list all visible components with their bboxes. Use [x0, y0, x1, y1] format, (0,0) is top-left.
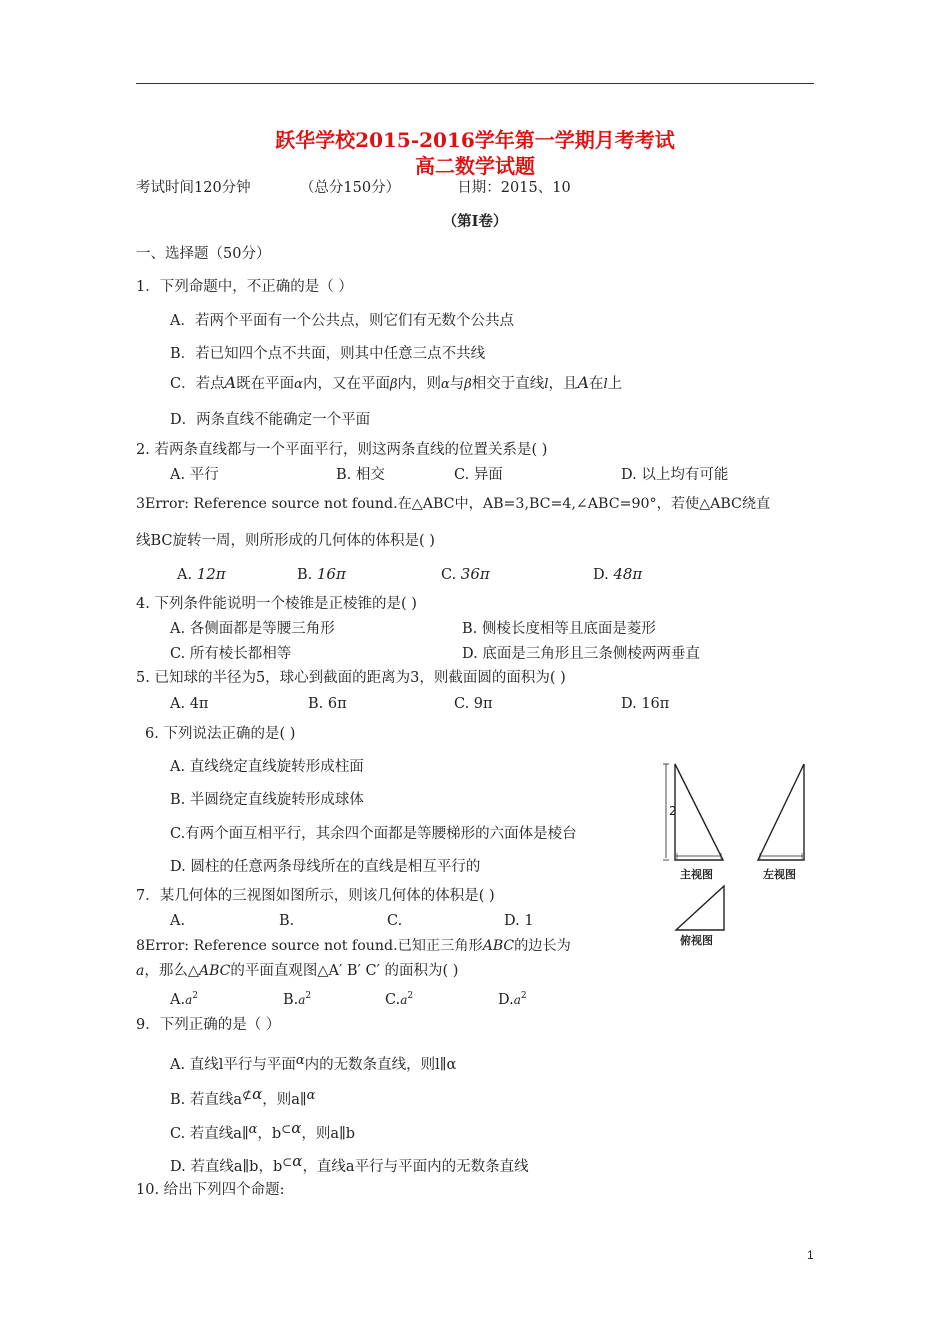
exam-info: [136, 179, 571, 197]
q8-b-label: B.: [283, 991, 299, 1008]
q1-option-c: [170, 374, 622, 394]
q8-a-var: a: [185, 992, 193, 1007]
alpha-symbol: α: [252, 1085, 263, 1103]
q8-option-b: [283, 987, 311, 1009]
q3-option-a: [177, 565, 226, 584]
q6-option-a: A. 直线绕定直线旋转形成柱面: [170, 759, 364, 775]
q5-option-a: A. 4π: [170, 696, 209, 712]
q8-a-exp: 2: [192, 991, 198, 1001]
page-number: 1: [807, 1248, 814, 1262]
q10-stem: 10. 给出下列四个命题:: [136, 1182, 285, 1198]
alpha-symbol: α: [291, 1119, 302, 1137]
q7-option-d: D. 1: [504, 913, 534, 929]
q9-d-text-1: D. 若直线a∥b，b: [170, 1159, 283, 1175]
q8-stem-line2: [136, 962, 458, 980]
top-view-label: 俯视图: [680, 934, 713, 947]
q3-d-label: D.: [593, 567, 609, 583]
q3-option-c: [441, 565, 490, 584]
q7-stem: 7．某几何体的三视图如图所示，则该几何体的体积是( ): [136, 888, 495, 904]
q3-option-d: [593, 565, 642, 584]
q8-text-3: ，那么△: [144, 963, 200, 979]
q9-option-b: [170, 1085, 315, 1109]
subset-symbol: ⊂: [282, 1155, 293, 1169]
q1-option-d: D．两条直线不能确定一个平面: [170, 412, 371, 428]
q7-option-a: A.: [170, 913, 186, 929]
q5-option-c: C. 9π: [454, 696, 493, 712]
side-a: a: [136, 963, 145, 979]
line-l: l: [603, 377, 608, 392]
side-view: [758, 764, 804, 860]
q9-option-c: [170, 1119, 355, 1143]
q8-a-label: A.: [170, 991, 186, 1008]
q9-b-text-1: B. 若直线a: [170, 1092, 243, 1108]
q3-stem-line1: 3Error: Reference source not found.在△ABC中，AB=3,BC=4,∠ABC=90°，若使△ABC绕直: [136, 496, 771, 512]
q6-option-d: D. 圆柱的任意两条母线所在的直线是相互平行的: [170, 859, 481, 875]
subset-symbol: ⊂: [281, 1122, 292, 1136]
q6-option-b: B. 半圆绕定直线旋转形成球体: [170, 792, 364, 808]
q1-c-text-1: C．若点: [170, 376, 225, 392]
q3-b-label: B.: [297, 567, 313, 583]
q1-c-text-3: 内，又在平面: [302, 376, 390, 392]
side-view-label: 左视图: [763, 868, 796, 881]
q9-c-text-1: C. 若直线a∥: [170, 1126, 249, 1142]
q9-d-text-2: ，直线a平行与平面内的无数条直线: [302, 1159, 529, 1175]
q3-c-value: 36π: [460, 565, 490, 583]
q8-c-var: a: [400, 992, 408, 1007]
q1-option-b: B．若已知四个点不共面，则其中任意三点不共线: [170, 346, 486, 362]
q7-option-c: C.: [387, 913, 403, 929]
q8-d-label: D.: [498, 991, 514, 1008]
q3-c-label: C.: [441, 567, 457, 583]
q3-a-value: 12π: [196, 565, 226, 583]
q8-option-c: [385, 987, 413, 1009]
q8-option-a: [170, 987, 198, 1009]
exam-title: 跃华学校2015-2016学年第一学期月考考试: [275, 128, 675, 152]
q6-stem: 6. 下列说法正确的是( ): [145, 726, 296, 742]
q1-c-text-6: 相交于直线: [471, 376, 545, 392]
q1-c-text-7: ，且: [548, 376, 578, 392]
point-a: A: [577, 373, 589, 392]
q1-c-text-4: 内，则: [397, 376, 441, 392]
beta-symbol: β: [389, 377, 398, 392]
three-view-figure: [660, 758, 810, 958]
q2-option-b: B. 相交: [336, 467, 385, 483]
exam-date: 日期：2015、10: [457, 180, 571, 196]
q2-option-d: D. 以上均有可能: [621, 467, 729, 483]
q8-option-d: [498, 987, 527, 1009]
alpha-symbol: α: [294, 377, 303, 392]
q1-c-text-5: 与: [449, 376, 465, 392]
exam-score: （总分150分）: [299, 180, 401, 196]
volume-label: （第Ⅰ卷）: [442, 213, 508, 230]
q3-option-b: [297, 565, 346, 584]
q3-stem-line2: 线BC旋转一周，则所形成的几何体的体积是( ): [136, 533, 435, 549]
q8-b-exp: 2: [305, 991, 312, 1001]
q3-b-value: 16π: [316, 565, 346, 583]
q4-option-b: B. 侧棱长度相等且底面是菱形: [462, 621, 656, 637]
q4-option-d: D. 底面是三角形且三条侧棱两两垂直: [462, 646, 700, 662]
q4-option-c: C. 所有棱长都相等: [170, 646, 292, 662]
q1-c-text-2: 既在平面: [236, 376, 295, 392]
q1-c-text-8: 在: [589, 376, 604, 392]
q9-c-text-2: ，b: [257, 1126, 282, 1142]
q1-c-text-9: 上: [607, 376, 623, 392]
q5-option-d: D. 16π: [621, 696, 670, 712]
q4-stem: 4. 下列条件能说明一个棱锥是正棱锥的是( ): [136, 596, 417, 612]
section-heading: 一、选择题（50分）: [136, 246, 271, 262]
q8-c-exp: 2: [407, 991, 414, 1001]
line-l: l: [544, 377, 549, 392]
q9-option-a: [170, 1052, 456, 1074]
height-label: 2: [669, 804, 677, 818]
alpha-symbol: α: [295, 1053, 305, 1068]
q2-option-c: C. 异面: [454, 467, 503, 483]
q2-option-a: A. 平行: [170, 467, 219, 483]
point-a: A: [224, 373, 237, 392]
q9-a-text-1: A. 直线l平行与平面: [170, 1057, 296, 1073]
q6-option-c: C.有两个面互相平行，其余四个面都是等腰梯形的六面体是棱台: [170, 826, 577, 842]
q3-d-value: 48π: [613, 565, 643, 583]
triangle-abc: ABC: [199, 963, 231, 979]
not-subset-symbol: ⊄: [242, 1088, 253, 1102]
q2-stem: 2. 若两条直线都与一个平面平行，则这两条直线的位置关系是( ): [136, 442, 548, 458]
q9-b-text-2: ，则a∥: [262, 1092, 307, 1108]
exam-time: 考试时间120分钟: [136, 180, 251, 196]
triangle-abc: ABC: [482, 938, 515, 954]
q7-option-b: B.: [279, 913, 295, 929]
q3-a-label: A.: [177, 567, 193, 583]
q9-a-text-2: 内的无数条直线，则l∥α: [304, 1057, 457, 1073]
beta-symbol: β: [464, 377, 472, 392]
q8-stem-line1: [136, 937, 571, 955]
q8-d-exp: 2: [520, 991, 527, 1001]
alpha-symbol: α: [440, 377, 450, 392]
top-view: [676, 886, 724, 930]
q9-option-d: [170, 1152, 529, 1176]
top-rule: [136, 83, 814, 84]
exam-subtitle: 高二数学试题: [415, 154, 535, 178]
q5-option-b: B. 6π: [308, 696, 347, 712]
q8-text-2: 的边长为: [514, 938, 571, 954]
q4-option-a: A. 各侧面都是等腰三角形: [170, 621, 335, 637]
q9-c-text-3: ，则a∥b: [301, 1126, 356, 1142]
q8-text-4: 的平面直观图△A′ B′ C′ 的面积为( ): [230, 963, 459, 979]
q8-text-1: 8Error: Reference source not found.已知正三角形: [136, 938, 483, 954]
q8-b-var: a: [298, 992, 306, 1007]
q5-stem: 5. 已知球的半径为5，球心到截面的距离为3，则截面圆的面积为( ): [136, 670, 566, 686]
q1-option-a: A．若两个平面有一个公共点，则它们有无数个公共点: [170, 313, 514, 329]
alpha-symbol: α: [292, 1152, 303, 1170]
front-view-label: 主视图: [680, 868, 713, 881]
alpha-symbol: α: [306, 1088, 316, 1103]
alpha-symbol: α: [248, 1122, 258, 1137]
q9-stem: 9．下列正确的是（ ）: [136, 1017, 281, 1033]
q8-c-label: C.: [385, 991, 401, 1008]
q1-stem: 1．下列命题中，不正确的是（ ）: [136, 279, 353, 295]
q8-d-var: a: [513, 992, 521, 1007]
